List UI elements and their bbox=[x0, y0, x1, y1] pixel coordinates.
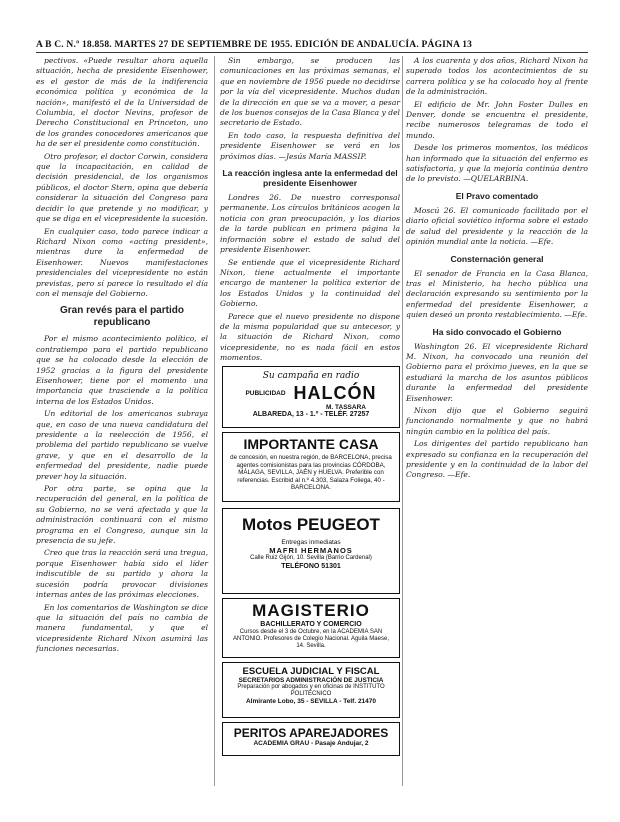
page-header: A B C. N.º 18.858. MARTES 27 DE SEPTIEMBRE DE 1955. EDICIÓN DE ANDALUCÍA. PÁGINA 13 bbox=[36, 40, 473, 50]
col3-paragraph: A los cuarenta y dos años, Richard Nixon ha superado todos los acontecimientos de su carrera política y se ha colocado hoy al frente de la administración. bbox=[406, 56, 588, 97]
ad-casa-body: de concesión, en nuestra región, de BARCELONA, precisa agentes comisionistas para las provincias CÓRDOBA, MÁLAGA, SEVILLA, JAÉN y HUELVA. Preferible con referencias. Escribid al n.º 4.303, Salaza Foliega, 40 - BARCELONA. bbox=[230, 454, 392, 492]
ad-peugeot-line3: Calle Ruiz Gijón, 10. Sevilla (Barrio Cardenal) bbox=[250, 555, 372, 561]
section-headline-reaccion-inglesa: La reacción inglesa ante la enfermedad del presidente Eisenhower bbox=[222, 168, 398, 189]
ad-escuela-address: Almirante Lobo, 35 - SEVILLA - Telf. 21470 bbox=[245, 698, 377, 705]
col2-paragraph: En todo caso, la respuesta definitiva del presidente Eisenhower se verá en los próximos días. —Jesús María MASSIP. bbox=[220, 130, 400, 161]
ad-escuela-title: ESCUELA JUDICIAL Y FISCAL bbox=[242, 666, 380, 677]
column-divider-1 bbox=[214, 56, 215, 786]
header-rule bbox=[36, 52, 588, 53]
section1-paragraph: En los comentarios de Washington se dice que la situación del país no cambia de manera fundamental, y que el vicepresidente Richard Nixon asumirá las funciones necesarias. bbox=[36, 602, 208, 654]
col3-section3-paragraph: Washington 26. El vicepresidente Richard M. Nixon, ha convocado una reunión del Gobierno para el próximo jueves, en la que se estudiará la marcha de los asuntos públicos durante la enfermedad del presidente Eisenhower. bbox=[406, 341, 588, 403]
section1-paragraph: Creo que tras la reacción será una tregua, porque Eisenhower había sido el líder indiscutible de su partido y ahora la sucesión podría provocar divisiones internas antes de las próximas elecciones. bbox=[36, 548, 208, 600]
col1-paragraph: pectivos. «Puede resultar ahora aquella situación, hecha de presidente Eisenhower, es el gestor de más de la indiferencia económica política y económica de la nación», manifestó el de la Universidad de Columbia, el doctor Nevins, profesor de Derecho Constitucional en Princeton, uno de los grandes conocedores americanos que ha de ser el presidente como constitución. bbox=[36, 56, 208, 149]
ad-halcon bbox=[222, 366, 400, 428]
section-headline-consternacion: Consternación general bbox=[450, 253, 544, 264]
col1-paragraph: En cualquier caso, todo parece indicar a Richard Nixon como «acting president», mientras dure la enfermedad de Eisenhower. Nuevos manifestaciones presidenciales del vicepresidente no están previstas, pero sí parece lo resultado el día con el mensaje del Gobierno. bbox=[36, 226, 208, 298]
section-headline-gobierno: Ha sido convocado el Gobierno bbox=[432, 326, 562, 337]
ad-motos-peugeot bbox=[222, 508, 400, 594]
col3-section2-paragraph: El senador de Francia en la Casa Blanca, tras el Ministerio, ha hecho pública una declaración expresando su sentimiento por la enfermedad del presidente Eisenhower, a quien deseó un pronto restablecimiento. —Efe. bbox=[406, 268, 588, 320]
ad-peritos-title: PERITOS APAREJADORES bbox=[233, 726, 389, 740]
ad-magisterio bbox=[222, 598, 400, 658]
section1-paragraph: Por el mismo acontecimiento político, el contratiempo para el partido republicano que se ha colocado desde la elección de 1952 gracias a la figura del presidente Eisenhower, tiene por el momento una importancia que trasciende a la política interna de los Estados Unidos. bbox=[36, 334, 208, 406]
col3-paragraph: El edificio de Mr. John Foster Dulles en Denver, donde se encuentra el presidente, recibe numerosos telegramas de todo el mundo. bbox=[406, 99, 588, 140]
ad-peritos-address: ACADEMIA GRAU - Pasaje Andujar, 2 bbox=[253, 740, 369, 747]
column-divider-2 bbox=[402, 56, 403, 786]
col2-paragraph: Sin embargo, se producen las comunicaciones en las próximas semanas, el que en noviembre de 1956 puede no decidirse por la vía del vicepresidente. Muchos dudan de la dirección en que se va a mover, a pesar de los buenos consejos de la Casa Blanca y del secretario de Estado. bbox=[220, 56, 400, 128]
ad-casa-title: IMPORTANTE CASA bbox=[243, 436, 379, 452]
ad-escuela-judicial bbox=[222, 662, 400, 718]
ad-halcon-tagline: Su campaña en radio bbox=[262, 371, 360, 381]
col3-paragraph: Desde los primeros momentos, los médicos han informado que la situación del enfermo es satisfactoria, y que la mejoría continúa dentro de lo previsto. —QUELARBINA. bbox=[406, 143, 588, 184]
ad-peugeot-line1: Entregas inmediatas bbox=[281, 539, 341, 546]
ad-halcon-owner: M. TASSARA bbox=[326, 404, 366, 411]
col2-section-paragraph: Londres 26. De nuestro corresponsal permanente. Los círculos británicos acogen la noticia con gran preocupación, y los diarios de la tarde publican en primera página la información sobre el estado de salud del presidente Eisenhower. bbox=[220, 193, 400, 255]
ad-halcon-label: PUBLICIDAD bbox=[245, 390, 286, 397]
col1-paragraph: Otro profesor, el doctor Corwin, considera que la incapacitación, en calidad de decisión presidencial, de los organismos públicos, el doctor Stern, opina que debería considerar la situación del Congreso para decidir lo que pretende y no modificar, y que se diga en el vicepresidente la sucesión. bbox=[36, 151, 208, 224]
col3-section3-paragraph: Los dirigentes del partido republicano han expresado su confianza en la recuperación del presidente y en la continuidad de la labor del Congreso. —Efe. bbox=[406, 439, 588, 480]
column-1 bbox=[36, 56, 208, 657]
col2-section-paragraph: Se entiende que el vicepresidente Richard Nixon, tiene actualmente el importante encargo de mantener la política exterior de los Estados Unidos y la continuidad del Gobierno. bbox=[220, 257, 400, 309]
ad-halcon-brand: HALCÓN bbox=[293, 383, 377, 403]
section-headline-republicano: Gran revés para el partido republicano bbox=[60, 305, 184, 329]
ad-peugeot-line2: MAFRI HERMANOS bbox=[269, 546, 353, 555]
ad-halcon-address: ALBAREDA, 13 - 1.º - TELÉF. 27257 bbox=[252, 411, 370, 418]
ad-escuela-subtitle: SECRETARIOS ADMINISTRACIÓN DE JUSTICIA bbox=[238, 677, 384, 684]
column-2 bbox=[220, 56, 400, 363]
ad-peugeot-title: Motos PEUGEOT bbox=[242, 515, 380, 534]
ad-peugeot-phone: TELÉFONO 51301 bbox=[281, 563, 341, 570]
section-headline-pravo: El Pravo comentado bbox=[455, 190, 539, 201]
ad-importante-casa bbox=[222, 432, 400, 502]
section1-paragraph: Un editorial de los americanos subraya que, en caso de una nueva candidatura del presidente a la reelección de 1956, el problema del partido republicano se vuelve grave, y que en el desarrollo de la enfermedad del presidente, nadie puede prever hoy la situación. bbox=[36, 409, 208, 481]
section1-paragraph: Por otra parte, se opina que la recuperación del general, en la política de su Gobierno, no se verá afectada y que la administración continuará con el mismo programa en el Congreso, aunque sin la presencia de su jefe. bbox=[36, 484, 208, 546]
ad-magisterio-title: MAGISTERIO bbox=[252, 601, 370, 620]
ad-magisterio-subtitle: BACHILLERATO Y COMERCIO bbox=[260, 621, 362, 628]
col3-section3-paragraph: Nixon dijo que el Gobierno seguirá funcionando normalmente y que no habrá ningún cambio en la política del país. bbox=[406, 405, 588, 436]
ad-magisterio-body: Cursos desde el 3 de Octubre, en la ACADEMIA SAN ANTONIO. Profesores de Colegio Nacional. Aguila Maese, 14. Sevilla. bbox=[233, 629, 389, 649]
column-3 bbox=[406, 56, 588, 786]
ad-escuela-body: Preparación por abogados y en oficinas de INSTITUTO POLITÉCNICO bbox=[237, 684, 385, 697]
col3-section1-paragraph: Moscú 26. El comunicado facilitado por el diario oficial soviético informa sobre el estado de salud del presidente y la reacción de la opinión mundial ante la noticia. —Efe. bbox=[406, 205, 588, 247]
ad-peritos-aparejadores bbox=[222, 722, 400, 756]
col2-section-paragraph: Parece que el nuevo presidente no dispone de la misma popularidad que su antecesor, y la situación de Richard Nixon, como vicepresidente, no es nada fácil en estos momentos. bbox=[220, 311, 400, 363]
